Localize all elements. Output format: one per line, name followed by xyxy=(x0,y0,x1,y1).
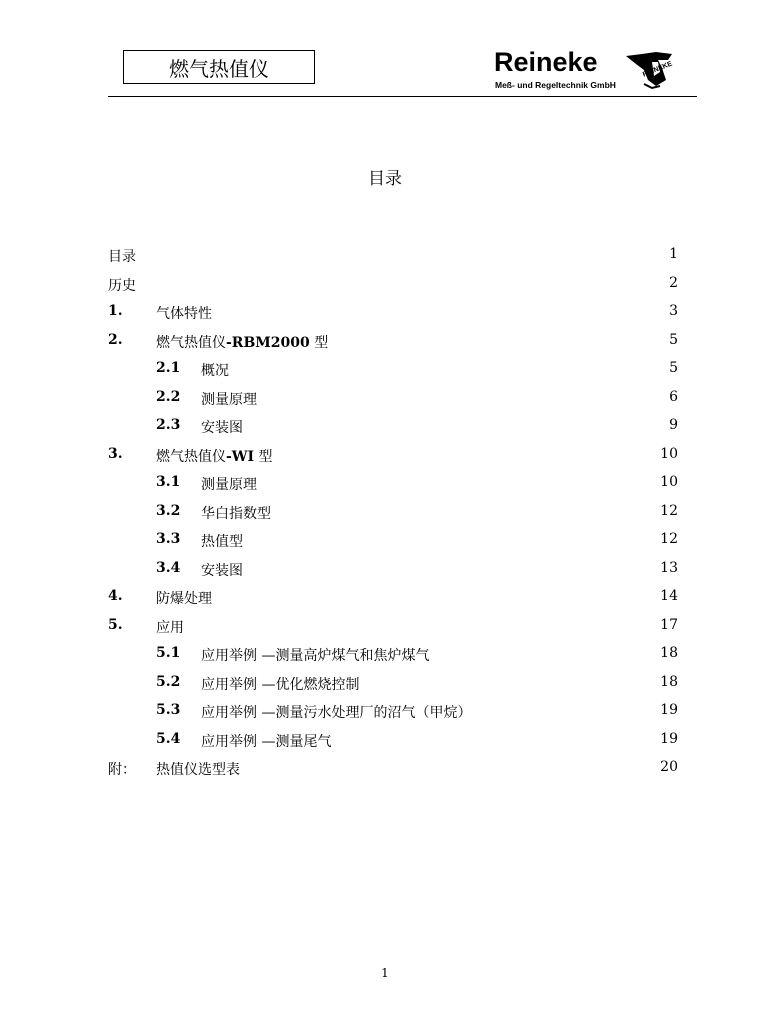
toc-row-label-text: 测量原理 xyxy=(201,477,257,493)
toc-row-number: 5.2 xyxy=(156,674,181,690)
toc-row-page: 13 xyxy=(660,560,678,576)
doc-title-box xyxy=(123,50,315,84)
toc-row-label xyxy=(156,759,240,779)
toc-row[interactable] xyxy=(108,389,678,411)
toc-row-number: 1. xyxy=(108,303,123,319)
toc-row[interactable] xyxy=(108,503,678,525)
toc-heading: 目录 xyxy=(368,169,402,189)
toc-row-number: 附： xyxy=(108,762,136,778)
toc-row[interactable] xyxy=(108,531,678,553)
toc-row-label-text: 目录 xyxy=(108,249,136,265)
toc-row[interactable] xyxy=(108,474,678,496)
toc-row-label xyxy=(156,332,328,352)
toc-row[interactable] xyxy=(108,674,678,696)
toc-row-page: 9 xyxy=(669,417,678,433)
toc-row-label xyxy=(201,645,429,665)
toc-row-label-text: 热值仪选型表 xyxy=(156,762,240,778)
toc-row-page: 5 xyxy=(669,332,678,348)
toc-row-label xyxy=(108,275,136,295)
toc-row-label xyxy=(156,617,184,637)
toc-row-page: 6 xyxy=(669,389,678,405)
doc-title: 燃气热值仪 xyxy=(169,56,269,81)
toc-row-label-text: 防爆处理 xyxy=(156,591,212,607)
toc-row-label-text: 燃气热值仪 xyxy=(156,335,226,351)
toc-row-number: 5. xyxy=(108,617,123,633)
toc-row[interactable] xyxy=(108,360,678,382)
toc-row[interactable] xyxy=(108,446,678,468)
toc-row-number: 3.3 xyxy=(156,531,181,547)
toc-row[interactable] xyxy=(108,617,678,639)
toc-row[interactable] xyxy=(108,588,678,610)
toc-row-label xyxy=(201,702,471,722)
toc-row-number: 3.4 xyxy=(156,560,181,576)
toc-row-label-text: 安装图 xyxy=(201,420,243,436)
toc-row-label xyxy=(201,531,243,551)
toc-row-label xyxy=(201,731,331,751)
toc-row-page: 10 xyxy=(660,474,678,490)
toc-row-label-text: 华白指数型 xyxy=(201,506,271,522)
toc-row[interactable] xyxy=(108,332,678,354)
toc-row-page: 12 xyxy=(660,503,678,519)
toc-row-label xyxy=(108,246,136,266)
company-logo-name: Reineke xyxy=(494,47,598,77)
toc-row-number: 3.2 xyxy=(156,503,181,519)
toc-row-label-text: 应用 xyxy=(156,620,184,636)
toc-row-label xyxy=(156,446,273,466)
toc-row-page: 19 xyxy=(660,702,678,718)
toc-row-page: 12 xyxy=(660,531,678,547)
toc-row-page: 18 xyxy=(660,645,678,661)
toc-row-page: 3 xyxy=(669,303,678,319)
toc-row-number: 2.3 xyxy=(156,417,181,433)
toc-row[interactable] xyxy=(108,731,678,753)
toc-row-label-suffix: 型 xyxy=(309,335,329,351)
toc-row-label xyxy=(201,503,271,523)
toc-row-label-text: 历史 xyxy=(108,278,136,294)
toc-row-label-text: 应用举例 —优化燃烧控制 xyxy=(201,677,360,693)
toc-row[interactable] xyxy=(108,303,678,325)
header-rule xyxy=(108,96,697,97)
toc-row-label-text: 测量原理 xyxy=(201,392,257,408)
toc-row-page: 14 xyxy=(660,588,678,604)
toc-row[interactable] xyxy=(108,645,678,667)
page-number: 1 xyxy=(381,966,389,980)
toc-row[interactable] xyxy=(108,275,678,297)
toc-row-label xyxy=(201,417,243,437)
toc-row[interactable] xyxy=(108,702,678,724)
toc-row-label xyxy=(201,360,229,380)
toc-row-label xyxy=(201,674,359,694)
toc-row-label-text: 燃气热值仪 xyxy=(156,449,226,465)
toc-row-number: 3.1 xyxy=(156,474,181,490)
toc-row-label xyxy=(201,474,257,494)
toc-row-number: 5.4 xyxy=(156,731,181,747)
toc-row-label xyxy=(201,560,243,580)
company-logo-subtitle: Meß- und Regeltechnik GmbH xyxy=(495,80,616,90)
toc-row-label-model: -RBM2000 xyxy=(226,335,310,351)
toc-row-page: 10 xyxy=(660,446,678,462)
toc-row-page: 18 xyxy=(660,674,678,690)
toc-row-label-text: 应用举例 —测量污水处理厂的沼气（甲烷） xyxy=(201,705,472,721)
toc-row-label-suffix: 型 xyxy=(254,449,273,465)
toc-row-page: 20 xyxy=(660,759,678,775)
toc-row-label-text: 应用举例 —测量尾气 xyxy=(201,734,332,750)
toc-row-number: 3. xyxy=(108,446,123,462)
toc-row-label-text: 热值型 xyxy=(201,534,243,550)
toc-row-page: 19 xyxy=(660,731,678,747)
toc-row-number: 2. xyxy=(108,332,123,348)
toc-row[interactable] xyxy=(108,246,678,268)
toc-row-label xyxy=(201,389,257,409)
toc-row-page: 17 xyxy=(660,617,678,633)
toc-row-number: 2.1 xyxy=(156,360,181,376)
toc-row-label xyxy=(156,588,212,608)
toc-row-number: 2.2 xyxy=(156,389,181,405)
toc-row[interactable] xyxy=(108,560,678,582)
toc-row[interactable] xyxy=(108,417,678,439)
toc-row-label-text: 应用举例 —测量高炉煤气和焦炉煤气 xyxy=(201,648,430,664)
toc-row-page: 1 xyxy=(669,246,678,262)
toc-row-label-text: 概况 xyxy=(201,363,229,379)
toc-row-number: 4. xyxy=(108,588,123,604)
toc-row-label-text: 安装图 xyxy=(201,563,243,579)
toc-row-label-model: -WI xyxy=(226,449,255,465)
toc-row-number: 5.3 xyxy=(156,702,181,718)
toc-row-label xyxy=(156,303,212,323)
toc-row-label-text: 气体特性 xyxy=(156,306,212,322)
toc-row[interactable] xyxy=(108,759,678,781)
toc-row-number: 5.1 xyxy=(156,645,181,661)
toc-row-page: 5 xyxy=(669,360,678,376)
toc-row-page: 2 xyxy=(669,275,678,291)
logo-mark-label: REINEKE xyxy=(641,60,674,79)
